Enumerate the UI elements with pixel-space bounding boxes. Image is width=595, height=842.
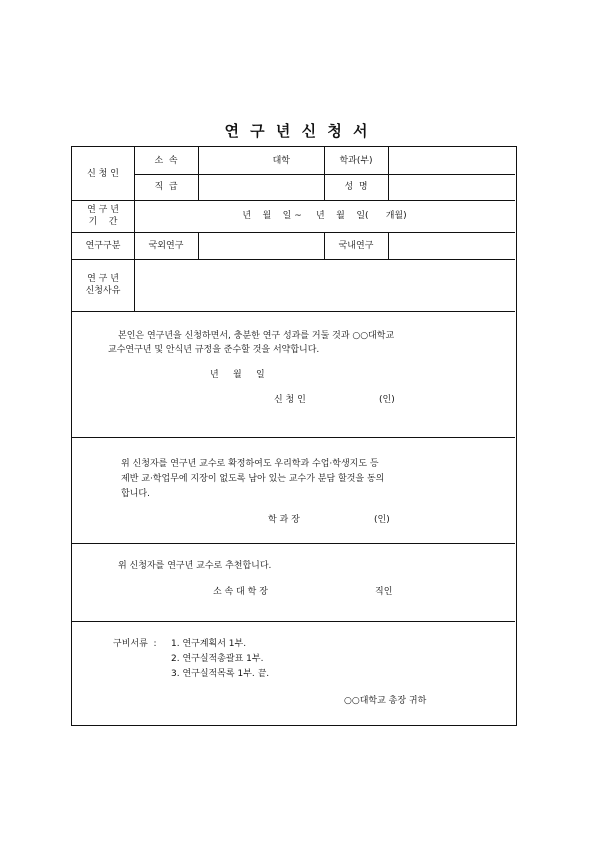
- period-label: [72, 200, 134, 232]
- pledge-signer: 신 청 인: [274, 395, 306, 405]
- page-title: 연 구 년 신 청 서: [224, 122, 371, 140]
- dean-recommend-line1: 위 신청자를 연구년 교수로 추천합니다.: [118, 561, 272, 571]
- document-item-1: 1. 연구계획서 1부.: [171, 639, 247, 649]
- domestic-input[interactable]: [388, 232, 515, 259]
- name-label: 성 명: [344, 182, 368, 192]
- overseas-input[interactable]: [198, 232, 324, 259]
- row-divider: [72, 621, 515, 622]
- dean-seal: 직인: [375, 587, 393, 597]
- position-label: 직 급: [154, 182, 178, 192]
- addressee: ○○대학교 총장 귀하: [344, 696, 427, 706]
- affiliation-input[interactable]: [198, 147, 324, 174]
- period-value: 년 월 일 ~ 년 월 일( 개월): [242, 211, 407, 221]
- application-form: [71, 146, 517, 726]
- position-input[interactable]: [198, 174, 324, 200]
- dept-head-signer: 학 과 장: [268, 515, 300, 525]
- document-item-2: 2. 연구실적총괄표 1부.: [171, 654, 264, 664]
- category-overseas: 국외연구: [148, 240, 184, 251]
- dean-signer: 소 속 대 학 장: [213, 587, 268, 597]
- affiliation-value: 대학: [272, 155, 290, 166]
- period-input[interactable]: [134, 200, 515, 232]
- documents-label: 구비서류 :: [113, 639, 157, 649]
- dept-input[interactable]: [388, 147, 515, 174]
- dept-confirm-line1: 위 신청자를 연구년 교수로 확정하여도 우리학과 수업·학생지도 등: [121, 459, 379, 469]
- row-divider: [72, 437, 515, 438]
- reason-label: [72, 259, 134, 311]
- row-divider: [72, 543, 515, 544]
- document-item-3: 3. 연구실적목록 1부. 끝.: [171, 669, 270, 679]
- dept-label: 학과(부): [339, 155, 373, 166]
- reason-label-line1: 연 구 년: [87, 274, 119, 284]
- period-label-line1: 연 구 년: [87, 205, 119, 215]
- dept-head-seal: (인): [374, 515, 390, 525]
- category-domestic: 국내연구: [338, 240, 374, 251]
- affiliation-label: 소 속: [154, 155, 178, 166]
- dept-confirm-line2: 제반 교·학업무에 지장이 없도록 남아 있는 교수가 분담 할것을 동의: [121, 474, 385, 484]
- reason-input[interactable]: [134, 259, 515, 311]
- pledge-text-line2: 교수연구년 및 안식년 규정을 준수할 것을 서약합니다.: [108, 345, 320, 355]
- category-label: 연구구분: [85, 240, 121, 251]
- period-label-line2: 기 간: [88, 217, 118, 227]
- name-input[interactable]: [388, 174, 515, 200]
- row-divider: [72, 311, 515, 312]
- pledge-date: 년 월 일: [210, 370, 265, 380]
- pledge-seal: (인): [379, 395, 395, 405]
- dept-confirm-line3: 합니다.: [121, 489, 150, 499]
- applicant-label: 신 청 인: [87, 168, 119, 179]
- reason-label-line2: 신청사유: [85, 286, 121, 296]
- pledge-text-line1: 본인은 연구년을 신청하면서, 충분한 연구 성과를 거둘 것과 ○○대학교: [118, 331, 395, 341]
